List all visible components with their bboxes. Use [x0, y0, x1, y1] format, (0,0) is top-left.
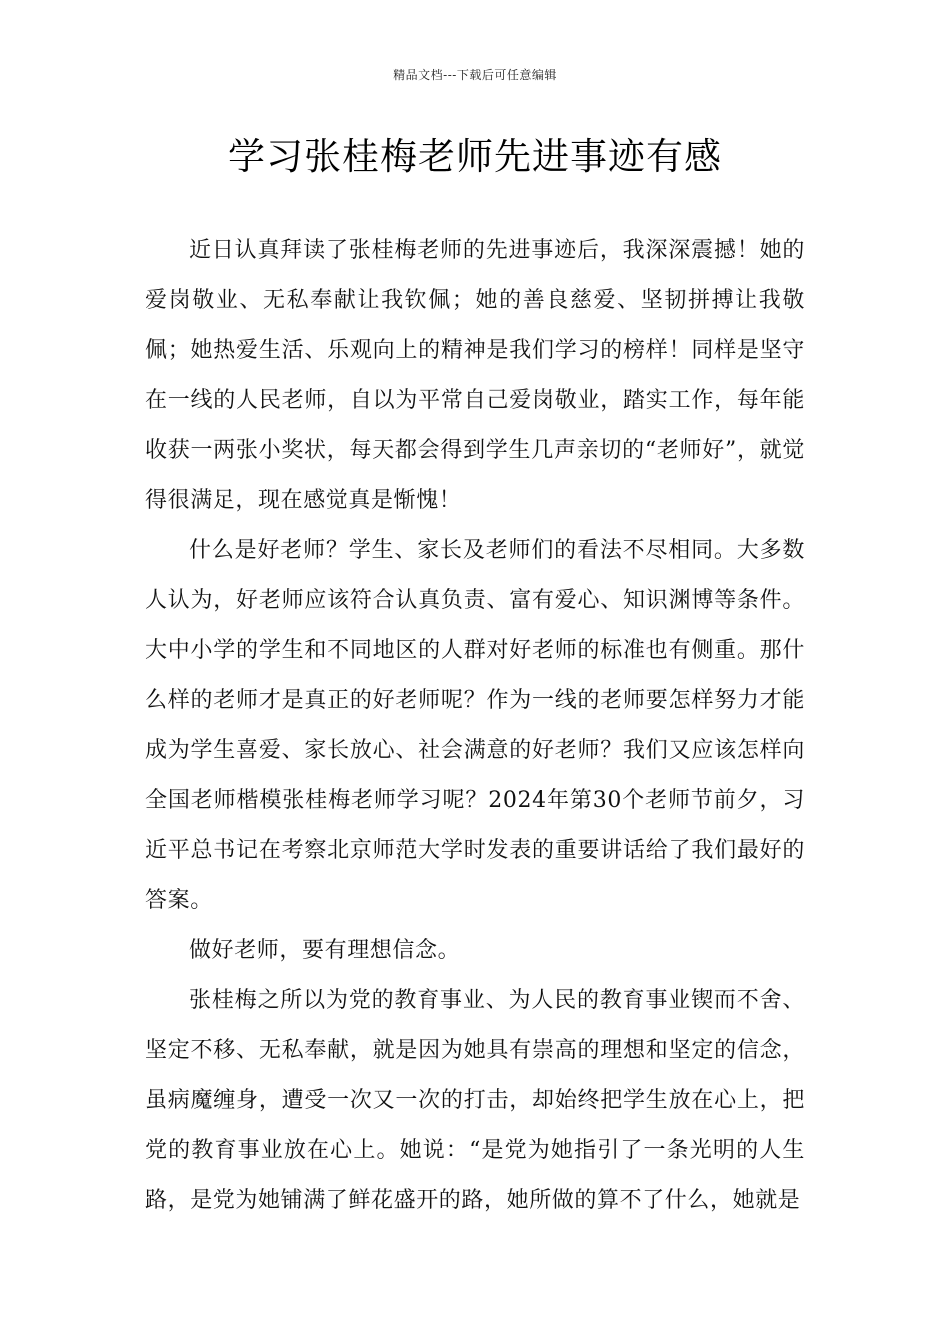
paragraph-1: 近日认真拜读了张桂梅老师的先进事迹后，我深深震撼！她的爱岗敬业、无私奉献让我钦佩；她的善良慈爱、坚韧拼搏让我敬佩；她热爱生活、乐观向上的精神是我们学习的榜样！同样是坚守在一线的人民老师，自以为平常自己爱岗敬业，踏实工作，每年能收获一两张小奖状，每天都会得到学生几声亲切的“老师好”，就觉得很满足，现在感觉真是惭愧！	[145, 238, 805, 513]
paragraph-3: 做好老师，要有理想信念。	[189, 938, 461, 963]
paragraph-4: 张桂梅之所以为党的教育事业、为人民的教育事业锲而不舍、坚定不移、无私奉献，就是因为她具有崇高的理想和坚定的信念，虽病魔缠身，遭受一次又一次的打击，却始终把学生放在心上，把党的教育事业放在心上。她说：“是党为她指引了一条光明的人生路，是党为她铺满了鲜花盛开的路，她所做的算不了什么，她就是	[145, 988, 805, 1213]
header-note: 精品文档---下载后可任意编辑	[393, 68, 557, 82]
paragraph-2: 什么是好老师？学生、家长及老师们的看法不尽相同。大多数人认为，好老师应该符合认真负责、富有爱心、知识渊博等条件。大中小学的学生和不同地区的人群对好老师的标准也有侧重。那什么样的老师才是真正的好老师呢？作为一线的老师要怎样努力才能成为学生喜爱、家长放心、社会满意的好老师？我们又应该怎样向全国老师楷模张桂梅老师学习呢？2024年第30个老师节前夕，习近平总书记在考察北京师范大学时发表的重要讲话给了我们最好的答案。	[145, 538, 805, 913]
document-title: 学习张桂梅老师先进事迹有感	[228, 135, 722, 178]
document-body	[145, 226, 805, 1226]
